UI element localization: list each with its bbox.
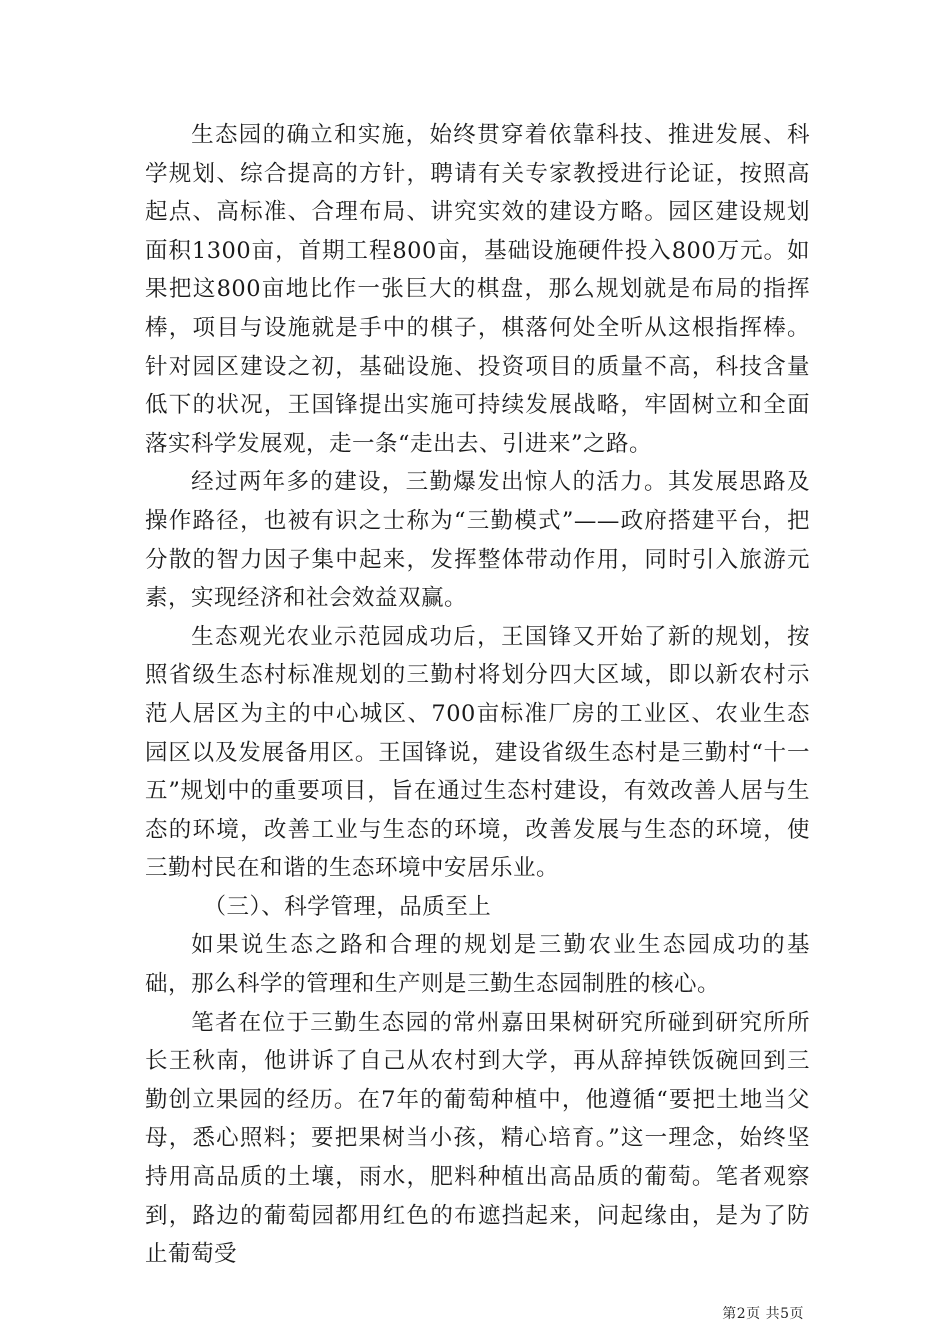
paragraph-3: 生态观光农业示范园成功后，王国锋又开始了新的规划，按照省级生态村标准规划的三勤村将划分四大区域，即以新农村示范人居区为主的中心城区、700亩标准厂房的工业区、农业生态园区以及发展备用区。王国锋说，建设省级生态村是三勤村“十一五”规划中的重要项目，旨在通过生态村建设，有效改善人居与生态的环境，改善工业与生态的环境，改善发展与生态的环境，使三勤村民在和谐的生态环境中安居乐业。	[145, 623, 810, 882]
page-number-footer: 第2页 共5页	[722, 1306, 804, 1322]
paragraph-2: 经过两年多的建设，三勤爆发出惊人的活力。其发展思路及操作路径，也被有识之士称为“三勤模式”——政府搭建平台，把分散的智力因子集中起来，发挥整体带动作用，同时引入旅游元素，实现经济和社会效益双赢。	[145, 469, 810, 612]
paragraph-5: 笔者在位于三勤生态园的常州嘉田果树研究所碰到研究所所长王秋南，他讲诉了自己从农村到大学，再从辞掉铁饭碗回到三勤创立果园的经历。在7年的葡萄种植中，他遵循“要把土地当父母，悉心照料；要把果树当小孩，精心培育。”这一理念，始终坚持用高品质的土壤，雨水，肥料种植出高品质的葡萄。笔者观察到，路边的葡萄园都用红色的布遮挡起来，问起缘由，是为了防止葡萄受	[145, 1009, 810, 1268]
paragraph-4: 如果说生态之路和合理的规划是三勤农业生态园成功的基础，那么科学的管理和生产则是三勤生态园制胜的核心。	[145, 932, 810, 998]
section-heading: （三）、科学管理，品质至上	[203, 893, 492, 920]
paragraph-1: 生态园的确立和实施，始终贯穿着依靠科技、推进发展、科学规划、综合提高的方针，聘请有关专家教授进行论证，按照高起点、高标准、合理布局、讲究实效的建设方略。园区建设规划面积1300亩，首期工程800亩，基础设施硬件投入800万元。如果把这800亩地比作一张巨大的棋盘，那么规划就是布局的指挥棒，项目与设施就是手中的棋子，棋落何处全听从这根指挥棒。针对园区建设之初，基础设施、投资项目的质量不高，科技含量低下的状况，王国锋提出实施可持续发展战略，牢固树立和全面落实科学发展观，走一条“走出去、引进来”之路。	[145, 122, 810, 457]
document-body	[145, 116, 810, 1274]
